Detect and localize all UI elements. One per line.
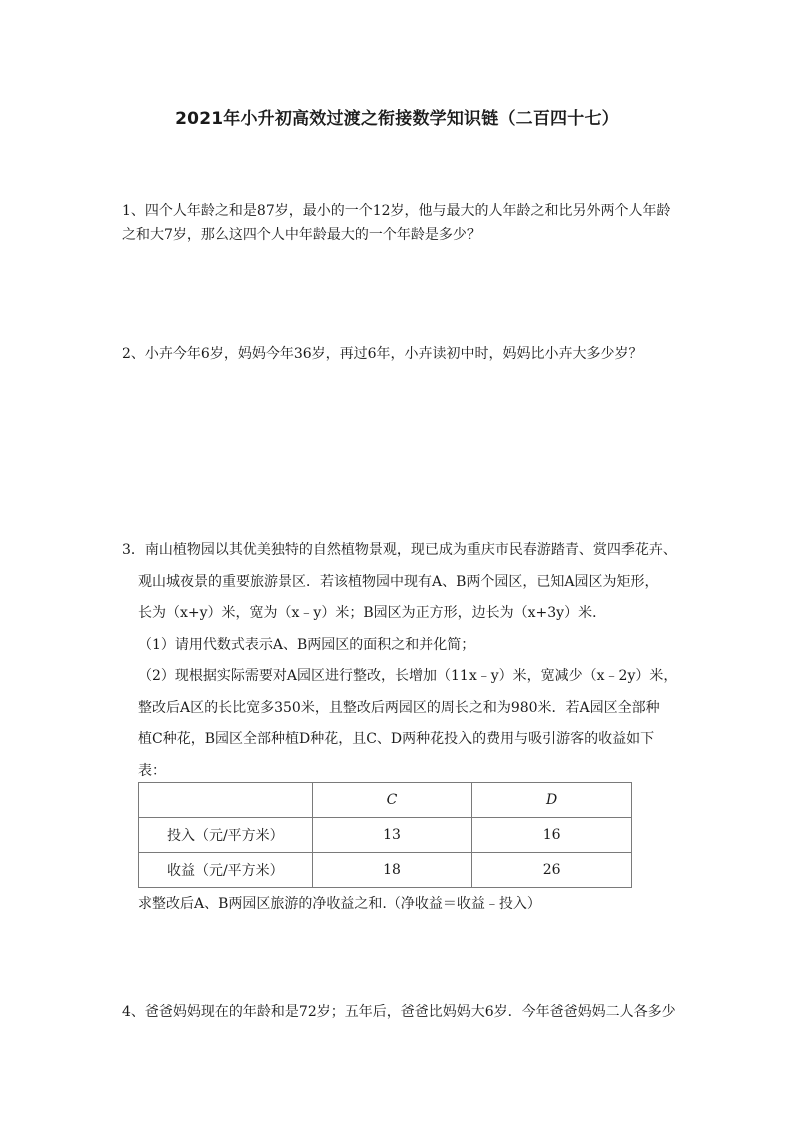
table-cell: 18 xyxy=(312,853,472,888)
question-3-line-6: 整改后A区的长比宽多350米，且整改后两园区的周长之和为980米．若A园区全部种 xyxy=(138,699,660,716)
question-3-after-table xyxy=(138,892,678,916)
table-row xyxy=(139,853,632,888)
question-3-line-2: 观山城夜景的重要旅游景区．若该植物园中现有A、B两个园区，已知A园区为矩形， xyxy=(138,573,659,590)
question-3-line-8: 表： xyxy=(138,762,166,779)
table-header-cell: C xyxy=(312,783,472,818)
question-3-line-7: 植C种花，B园区全部种植D种花，且C、D两种花投入的费用与吸引游客的收益如下 xyxy=(138,731,655,747)
table-header-row xyxy=(139,783,632,818)
question-2-line-1: 2、小卉今年6岁，妈妈今年36岁，再过6年，小卉读初中时，妈妈比小卉大多少岁？ xyxy=(122,346,643,362)
question-4 xyxy=(122,1000,682,1024)
question-3-line-1: 3．南山植物园以其优美独特的自然植物景观，现已成为重庆市民春游踏青、赏四季花卉、 xyxy=(122,542,677,558)
question-3-part-1: （1）请用代数式表示A、B两园区的面积之和并化简； xyxy=(138,636,476,653)
question-3-line-3: 长为（x+y）米，宽为（x﹣y）米；B园区为正方形，边长为（x+3y）米． xyxy=(138,605,607,621)
question-4-line-1: 4、爸爸妈妈现在的年龄和是72岁；五年后，爸爸比妈妈大6岁．今年爸爸妈妈二人各多少 xyxy=(122,1004,676,1020)
question-3-net-income-prompt: 求整改后A、B两园区旅游的净收益之和.（净收益＝收益﹣投入） xyxy=(138,896,541,912)
question-1 xyxy=(122,199,682,247)
table-cell: 投入（元/平方米） xyxy=(139,818,313,853)
table-cell: 26 xyxy=(472,853,632,888)
table-cell: 收益（元/平方米） xyxy=(139,853,313,888)
question-3 xyxy=(122,535,682,787)
question-1-line-2: 之和大7岁，那么这四个人中年龄最大的一个年龄是多少？ xyxy=(122,227,481,243)
question-1-line-1: 1、四个人年龄之和是87岁，最小的一个12岁，他与最大的人年龄之和比另外两个人年龄 xyxy=(122,203,671,219)
table-header-cell xyxy=(139,783,313,818)
table-cell: 13 xyxy=(312,818,472,853)
table-row xyxy=(139,818,632,853)
question-2 xyxy=(122,342,682,366)
table-header-cell: D xyxy=(472,783,632,818)
table-cell: 16 xyxy=(472,818,632,853)
document-title: 2021年小升初高效过渡之衔接数学知识链（二百四十七） xyxy=(175,109,619,129)
cost-revenue-table xyxy=(138,782,632,888)
question-3-part-2: （2）现根据实际需要对A园区进行整改，长增加（11x﹣y）米，宽减少（x﹣2y）米， xyxy=(138,668,678,684)
